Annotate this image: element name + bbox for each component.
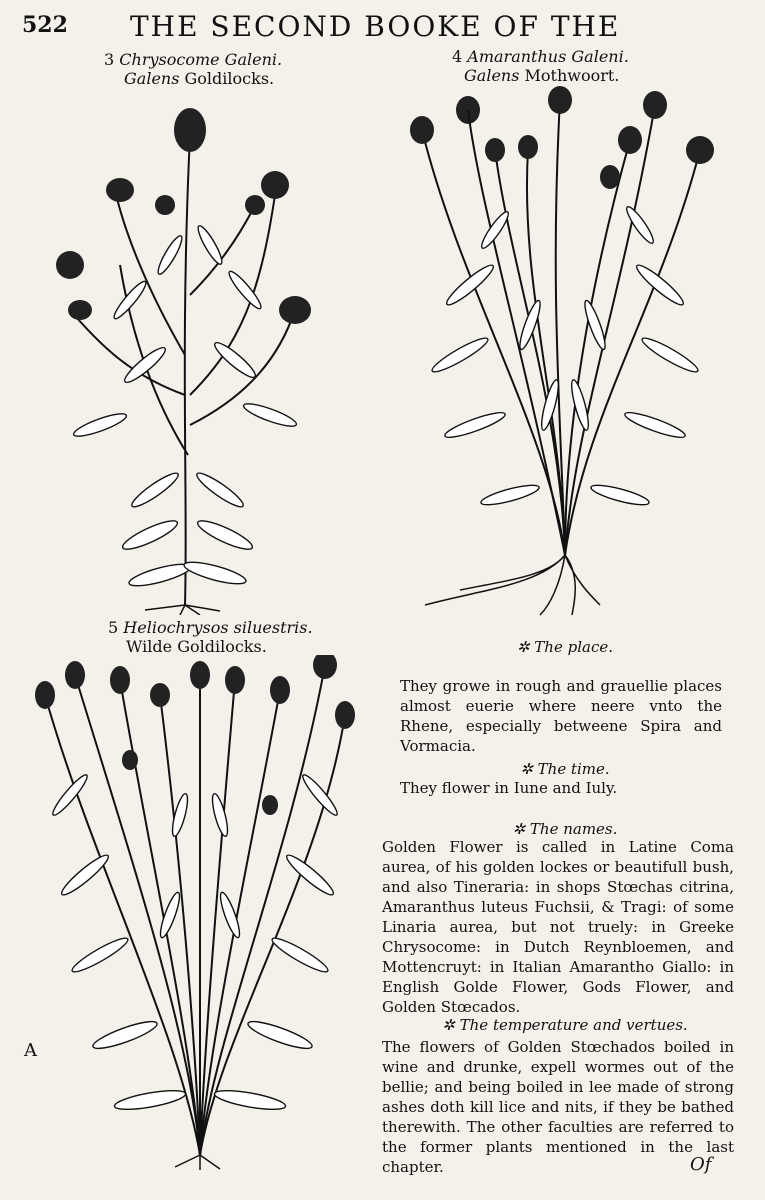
- place-heading: ✲ The place.: [516, 638, 614, 656]
- figure-5-woodcut: [30, 655, 360, 1175]
- figure-4-caption: [452, 47, 629, 85]
- temperature-body: [382, 1037, 734, 1177]
- wilde-goldilocks-plant-illustration: [30, 655, 360, 1175]
- time-heading: ✲ The time.: [520, 760, 610, 778]
- page-number: 522: [22, 12, 68, 38]
- figure-3-english-name: Goldilocks.: [184, 69, 275, 88]
- figure-3-woodcut: [40, 95, 330, 615]
- names-heading: ✲ The names.: [512, 820, 618, 838]
- place-body: [400, 676, 722, 756]
- time-text: They flower in Iune and Iuly.: [400, 779, 618, 797]
- figure-5-number: 5: [108, 618, 119, 637]
- figure-4-latin-name: Amaranthus Galeni.: [467, 47, 629, 66]
- figure-5-english-name: Wilde Goldilocks.: [126, 637, 267, 656]
- goldilocks-plant-illustration: [40, 95, 330, 615]
- temperature-heading: ✲ The temperature and vertues.: [442, 1016, 688, 1034]
- names-body: [382, 837, 734, 1017]
- figure-5-caption: [108, 618, 313, 656]
- figure-4-woodcut: [400, 85, 730, 620]
- figure-4-english-name: Mothwoort.: [524, 66, 620, 85]
- time-body: [400, 778, 722, 798]
- margin-mark: A: [24, 1040, 37, 1061]
- figure-3-latin-name: Chrysocome Galeni.: [119, 50, 283, 69]
- figure-3-english-prefix: Galens: [124, 69, 180, 88]
- figure-3-caption: [104, 50, 282, 88]
- figure-5-latin-name: Heliochrysos siluestris.: [123, 618, 313, 637]
- temperature-text: The flowers of Golden Stœchados boiled in wine and drunke, expell wormes out of the bellie; and being boiled in lee made of strong ashes doth kill lice and nits, if they be bathed therewith. The other faculties are referred to the former plants mentioned in the last chapter.: [382, 1038, 734, 1176]
- figure-4-number: 4: [452, 47, 463, 66]
- catchword: Of: [690, 1154, 712, 1175]
- names-text: Golden Flower is called in Latine Coma aurea, of his golden lockes or beautifull bush, and also Tineraria: in shops Stœchas citrina, Amaranthus luteus Fuchsii, & Tragi: of some Linaria aurea, but not truely: in Greeke Chrysocome: in Dutch Reynbloemen, and Mottencruyt: in Italian Amarantho Giallo: in English Golde Flower, Gods Flower, and Golden Stœcados.: [382, 838, 734, 1016]
- place-text: They growe in rough and grauellie places almost euerie where neere vnto the Rhene, especially betweene Spira and Vormacia.: [400, 677, 722, 755]
- mothwoort-plant-illustration: [400, 85, 730, 620]
- figure-3-number: 3: [104, 50, 115, 69]
- figure-4-english-prefix: Galens: [464, 66, 520, 85]
- running-head: THE SECOND BOOKE OF THE: [130, 10, 621, 43]
